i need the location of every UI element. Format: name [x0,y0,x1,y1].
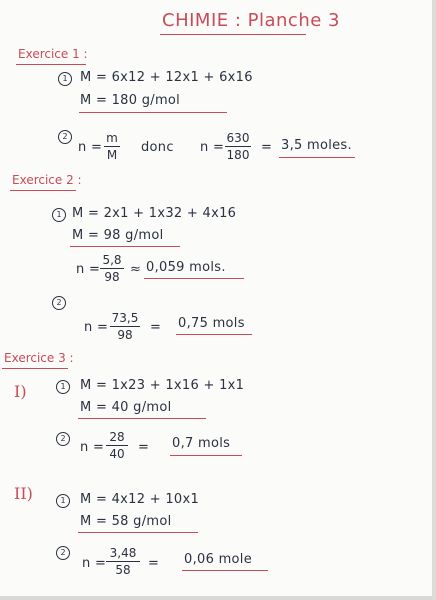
ex3-II-result-underline [182,570,268,571]
ex2-q1-result-underline [144,278,244,279]
ex3-II-result: 0,06 mole [184,552,253,567]
ex1-q2-fraction-m-over-M [104,131,120,162]
ex1-q2-donc: donc [141,140,174,155]
ex1-heading-underline [16,64,86,65]
ex3-I-frac-denominator: 40 [109,447,125,461]
ex2-q1-frac-numerator: 5,8 [102,253,122,267]
ex2-heading-underline [10,190,76,191]
ex3-II-mass-underline [78,532,198,533]
ex3-II-q1-number: 1 [56,494,70,508]
ex3-II-fraction [106,546,140,577]
ex3-I-mass-underline [78,418,206,419]
ex3-II-frac-denominator: 58 [115,563,131,577]
ex2-q2-frac-denominator: 98 [117,328,133,342]
ex2-q1-result: 0,059 mols. [146,260,226,275]
ex1-q2-n-label-2: n = [200,140,225,155]
ex3-II-n-label: n = [82,556,107,571]
ex3-II-q2-number: 2 [56,546,70,560]
ex3-I-line1: M = 1x23 + 1x16 + 1x1 [80,378,245,393]
page-bottom-edge [0,596,436,600]
ex2-q1-line2: M = 98 g/mol [72,228,164,243]
ex1-q2-number: 2 [58,130,72,144]
ex1-q2-frac1-numerator: m [106,131,118,145]
ex2-q2-number: 2 [52,296,66,310]
ex3-I-result: 0,7 mols [172,436,231,451]
fraction-bar [106,561,140,562]
ex2-q1-line1: M = 2x1 + 1x32 + 4x16 [72,206,237,221]
ex1-q2-fraction-630-over-180 [225,131,251,162]
ex2-q1-n-label: n = [76,262,101,277]
page-right-edge [432,0,436,600]
ex3-II-line1: M = 4x12 + 10x1 [80,492,200,507]
ex3-part-I-label: I) [14,382,27,401]
ex2-q1-number: 1 [52,208,66,222]
ex1-heading: Exercice 1 : [18,47,88,61]
fraction-bar [104,146,120,147]
ex2-q1-fraction [100,253,124,284]
ex2-q2-n-label: n = [84,320,109,335]
ex3-I-frac-numerator: 28 [109,430,125,444]
fraction-bar [100,268,124,269]
ex2-q2-fraction [110,311,140,342]
ex1-q2-equals: = [261,140,273,155]
ex1-q1-line1: M = 6x12 + 12x1 + 6x16 [80,70,253,85]
ex3-heading: Exercice 3 : [4,351,74,365]
ex1-q2-frac1-denominator: M [106,148,118,162]
ex1-q1-number: 1 [58,72,72,86]
ex2-q1-approx: ≈ [130,262,142,277]
ex2-heading: Exercice 2 : [12,173,82,187]
ex3-II-frac-numerator: 3,48 [109,546,137,560]
ex1-q2-n-label: n = [78,140,103,155]
ex1-q2-frac2-denominator: 180 [226,148,250,162]
ex3-II-line2: M = 58 g/mol [80,514,172,529]
ex3-II-equals: = [148,556,160,571]
ex1-q1-line2: M = 180 g/mol [80,93,181,108]
fraction-bar [225,146,251,147]
ex2-q2-result-underline [176,334,252,335]
page-title: CHIMIE : Planche 3 [162,10,340,31]
ex1-q1-result-underline [79,112,227,113]
ex3-heading-underline [2,368,68,369]
fraction-bar [106,445,128,446]
ex2-q1-frac-denominator: 98 [104,270,120,284]
ex3-I-equals: = [138,440,150,455]
ex2-q2-frac-numerator: 73,5 [111,311,139,325]
ex3-part-II-label: II) [14,484,33,503]
ex3-I-q2-number: 2 [56,432,70,446]
ex1-q2-result: 3,5 moles. [281,138,352,153]
ex3-I-n-label: n = [80,440,105,455]
ex2-q1-mass-underline [70,246,180,247]
ex3-I-line2: M = 40 g/mol [80,400,172,415]
ex3-I-fraction [106,430,128,461]
ex2-q2-result: 0,75 mols [178,316,245,331]
ex1-q2-frac2-numerator: 630 [226,131,250,145]
title-underline [160,34,306,35]
ex1-q2-result-underline [279,157,355,158]
ex3-I-q1-number: 1 [56,380,70,394]
ex3-I-result-underline [170,455,242,456]
ex2-q2-equals: = [150,320,162,335]
fraction-bar [110,326,140,327]
